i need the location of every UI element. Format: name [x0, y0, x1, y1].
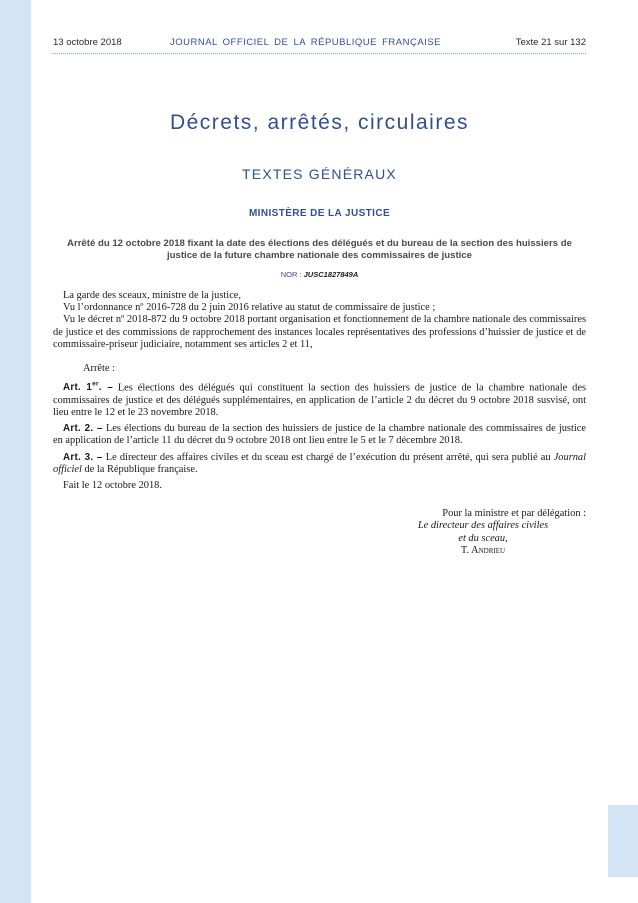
- article-3-label: Art. 3. –: [63, 451, 103, 463]
- arrete-title: Arrêté du 12 octobre 2018 fixant la date des élections des délégués et du bureau de la section des huissiers de justice de la future chambre nationale des commissaires de justice: [67, 238, 572, 261]
- ministry-heading: MINISTÈRE DE LA JUSTICE: [248, 208, 391, 219]
- journal-officiel-reference: Journal officiel: [53, 451, 587, 475]
- left-margin-band: [0, 0, 31, 903]
- article-1: [53, 379, 586, 419]
- header-date: 13 octobre 2018: [53, 37, 122, 48]
- section-title: Décrets, arrêtés, circulaires: [169, 111, 470, 134]
- article-3: Art. 3. – Le directeur des affaires civiles et du sceau est chargé de l’exécution du présent arrêté, qui sera publié au Journal officiel de la République française.: [53, 451, 587, 475]
- header-journal-title: JOURNAL OFFICIEL DE LA RÉPUBLIQUE FRANÇAISE: [170, 37, 441, 48]
- preamble-line: La garde des sceaux, ministre de la justice,: [63, 290, 242, 301]
- signatory-name: T. Andrieu: [460, 545, 506, 557]
- signature-intro: Pour la ministre et par délégation :: [442, 508, 586, 519]
- subsection-title: TEXTES GÉNÉRAUX: [242, 166, 397, 182]
- signature-block: [380, 508, 586, 558]
- signing-date: Fait le 12 octobre 2018.: [63, 479, 162, 491]
- arrete-word: Arrête :: [83, 363, 116, 375]
- article-2: [53, 423, 586, 447]
- page-header: [53, 37, 586, 51]
- nor-reference: [53, 270, 586, 279]
- preamble-line: Vu l’ordonnance nº 2016-728 du 2 juin 2016 relative au statut de commissaire de justice ;: [63, 302, 436, 314]
- article-2-text: Les élections du bureau de la section des huissiers de justice de la chambre nationale des commissaires de justice en application de l’article 11 du décret du 9 octobre 2018 ont lieu entre le 5 et le 7 décembre 2018.: [53, 423, 586, 447]
- document-body: [53, 290, 586, 492]
- article-1-label: Art. 1er. –: [63, 381, 113, 394]
- article-2-label: Art. 2. –: [63, 423, 103, 435]
- signature-role-line-2: et du sceau,: [458, 532, 508, 544]
- preamble-line: Vu le décret nº 2018-872 du 9 octobre 2018 portant organisation et fonctionnement de la chambre nationale des commissaires de justice et des commissions de rapprochement des instances locales représentatives des professions d’huissier de justice et de commissaire-priseur judiciaire, notamment ses articles 2 et 11,: [53, 314, 586, 350]
- nor-value: JUSC1827849A: [303, 270, 359, 279]
- right-margin-tab: [608, 805, 638, 877]
- header-divider: [53, 53, 586, 54]
- article-1-text: Les élections des délégués qui constituent la section des huissiers de justice de la chambre nationale des commissaires de justice et des délégués supplémentaires, en application de l’article 2 du décret du 9 octobre 2018 susvisé, ont lieu entre le 12 et le 23 novembre 2018.: [53, 382, 586, 418]
- header-page-number: Texte 21 sur 132: [515, 37, 586, 48]
- nor-label: NOR :: [280, 270, 304, 279]
- signature-role-line-1: Le directeur des affaires civiles: [417, 520, 549, 532]
